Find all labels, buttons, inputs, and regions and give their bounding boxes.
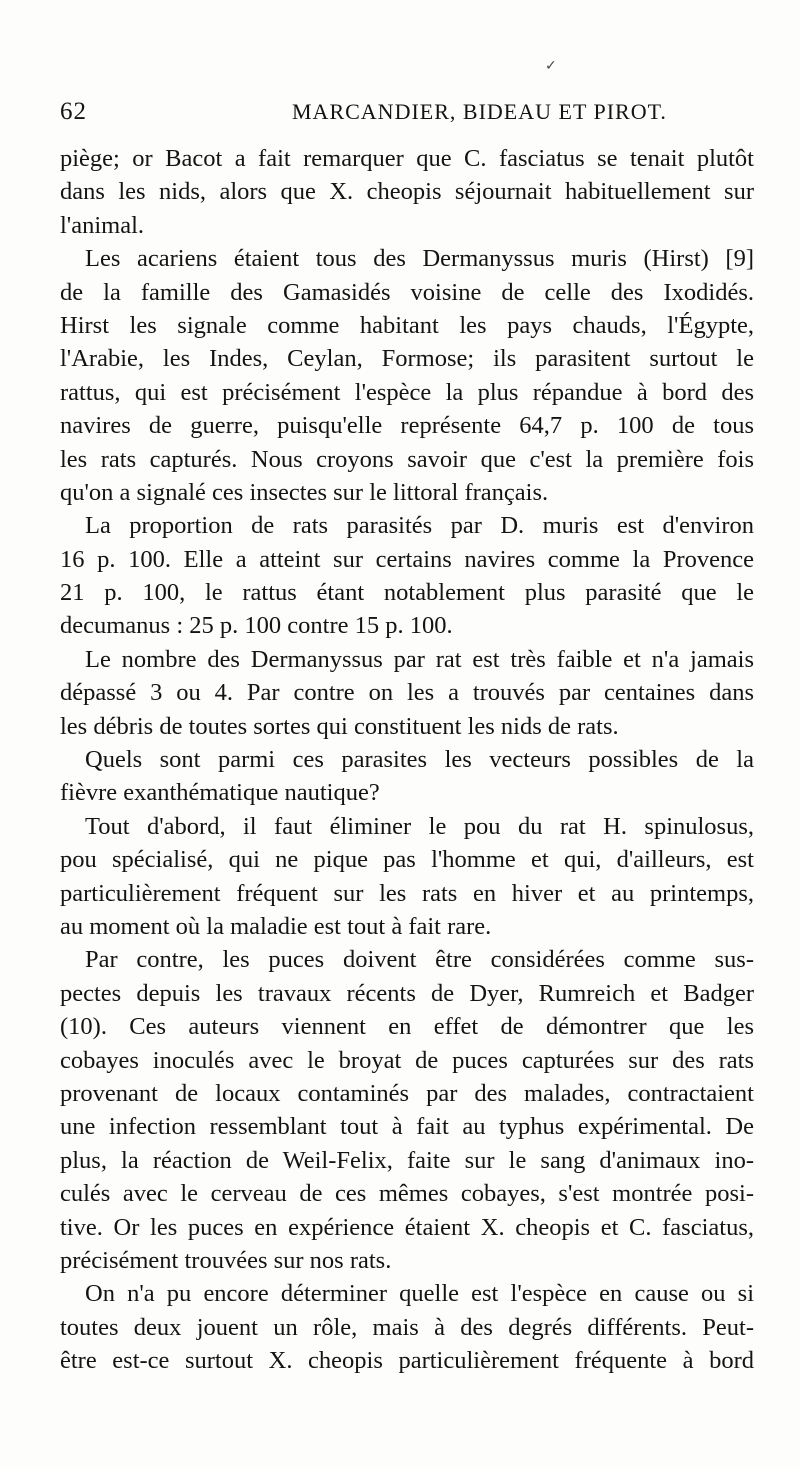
running-title: MARCANDIER, BIDEAU ET PIROT. — [292, 99, 667, 124]
text-line: qu'on a signalé ces insectes sur le littoral français. — [60, 478, 549, 506]
text-line: 16 p. 100. Elle a atteint sur certains navires comme la Provence — [60, 545, 754, 573]
text-line: (10). Ces auteurs viennent en effet de démontrer que les — [60, 1013, 754, 1041]
text-line: La proportion de rats parasités par D. muris est d'environ — [85, 512, 754, 540]
text-line: Le nombre des Dermanyssus par rat est très faible et n'a jamais — [85, 645, 754, 673]
text-line: particulièrement fréquent sur les rats en hiver et au printemps, — [60, 879, 754, 907]
text-line: provenant de locaux contaminés par des malades, contractaient — [60, 1079, 754, 1107]
text-line: de la famille des Gamasidés voisine de celle des Ixodidés. — [60, 278, 754, 306]
text-line: Par contre, les puces doivent être considérées comme sus- — [85, 946, 754, 974]
text-line: plus, la réaction de Weil-Felix, faite sur le sang d'animaux ino- — [60, 1146, 754, 1174]
text-line: l'animal. — [60, 211, 145, 239]
text-line: les rats capturés. Nous croyons savoir que c'est la première fois — [60, 445, 754, 473]
text-line: Hirst les signale comme habitant les pays chauds, l'Égypte, — [60, 311, 754, 339]
text-line: Tout d'abord, il faut éliminer le pou du rat H. spinulosus, — [85, 812, 754, 840]
page-number: 62 — [60, 98, 87, 125]
text-line: les débris de toutes sortes qui constituent les nids de rats. — [60, 712, 619, 740]
text-line: On n'a pu encore déterminer quelle est l'espèce en cause ou si — [85, 1280, 754, 1308]
text-line: piège; or Bacot a fait remarquer que C. fasciatus se tenait plutôt — [60, 145, 754, 172]
text-line: tive. Or les puces en expérience étaient X. cheopis et C. fasciatus, — [60, 1213, 754, 1241]
text-line: être est-ce surtout X. cheopis particulièrement fréquente à bord — [60, 1347, 754, 1375]
body-text — [60, 142, 754, 1377]
text-line: Les acariens étaient tous des Dermanyssus muris (Hirst) [9] — [85, 245, 754, 273]
text-line: culés avec le cerveau de ces mêmes cobayes, s'est montrée posi- — [60, 1180, 754, 1208]
text-line: cobayes inoculés avec le broyat de puces capturées sur des rats — [60, 1046, 754, 1074]
text-line: navires de guerre, puisqu'elle représente 64,7 p. 100 de tous — [60, 412, 754, 440]
text-line: pectes depuis les travaux récents de Dyer, Rumreich et Badger — [60, 979, 754, 1007]
text-line: Quels sont parmi ces parasites les vecteurs possibles de la — [85, 746, 754, 774]
scan-speck: ✓ — [545, 58, 557, 74]
text-line: pou spécialisé, qui ne pique pas l'homme et qui, d'ailleurs, est — [60, 846, 754, 874]
text-line: au moment où la maladie est tout à fait rare. — [60, 912, 492, 940]
text-line: decumanus : 25 p. 100 contre 15 p. 100. — [60, 612, 453, 640]
text-line: une infection ressemblant tout à fait au typhus expérimental. De — [60, 1113, 754, 1141]
text-line: dans les nids, alors que X. cheopis séjournait habituellement sur — [60, 178, 754, 206]
text-line: fièvre exanthématique nautique? — [60, 779, 380, 807]
text-line: rattus, qui est précisément l'espèce la plus répandue à bord des — [60, 378, 754, 406]
text-line: dépassé 3 ou 4. Par contre on les a trouvés par centaines dans — [60, 679, 754, 707]
text-line: toutes deux jouent un rôle, mais à des degrés différents. Peut- — [60, 1313, 754, 1341]
text-line: l'Arabie, les Indes, Ceylan, Formose; ils parasitent surtout le — [60, 345, 754, 373]
text-line: précisément trouvées sur nos rats. — [60, 1246, 392, 1274]
text-line: 21 p. 100, le rattus étant notablement plus parasité que le — [60, 579, 754, 607]
page-header — [60, 98, 750, 130]
